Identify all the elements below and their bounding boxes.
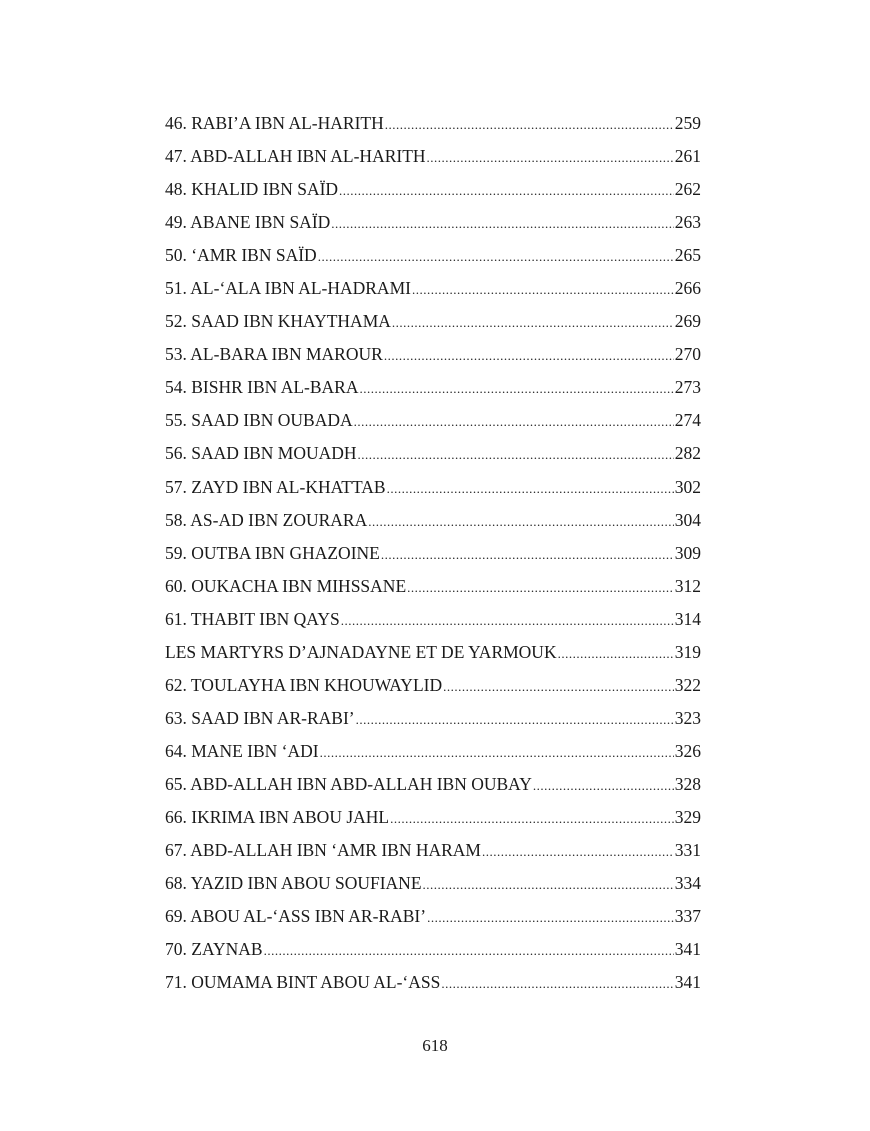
- entry-title: 67. ABD-ALLAH IBN ‘AMR IBN HARAM: [165, 840, 481, 861]
- toc-entry[interactable]: [165, 305, 701, 338]
- entry-page-number: 261: [674, 146, 701, 167]
- dot-leader: [407, 571, 674, 603]
- entry-page-number: 270: [674, 344, 701, 365]
- entry-page-number: 269: [674, 311, 701, 332]
- entry-page-number: 263: [674, 212, 701, 233]
- entry-title: 61. THABIT IBN QAYS: [165, 608, 340, 629]
- entry-page-number: 309: [674, 542, 701, 563]
- toc-entry[interactable]: [165, 966, 701, 999]
- toc-entry[interactable]: [165, 702, 701, 735]
- entry-title: 69. ABOU AL-‘ASS IBN AR-RABI’: [165, 906, 427, 927]
- toc-entry[interactable]: [165, 867, 701, 900]
- entry-page-number: 337: [674, 906, 701, 927]
- entry-page-number: 322: [674, 674, 701, 695]
- entry-title: 70. ZAYNAB: [165, 939, 263, 960]
- entry-page-number: 282: [674, 443, 701, 464]
- entry-title: 68. YAZID IBN ABOU SOUFIANE: [165, 873, 422, 894]
- dot-leader: [441, 967, 673, 999]
- toc-entry[interactable]: [165, 603, 701, 636]
- entry-page-number: 329: [674, 806, 701, 827]
- entry-page-number: 341: [674, 972, 701, 993]
- entry-title: 48. KHALID IBN SAÏD: [165, 179, 339, 200]
- entry-page-number: 312: [674, 575, 701, 596]
- entry-title: 50. ‘AMR IBN SAÏD: [165, 245, 317, 266]
- dot-leader: [368, 505, 674, 537]
- entry-title: 54. BISHR IBN AL-BARA: [165, 377, 359, 398]
- entry-page-number: 328: [674, 773, 701, 794]
- entry-title: 66. IKRIMA IBN ABOU JAHL: [165, 806, 390, 827]
- dot-leader: [427, 901, 674, 933]
- entry-title: 57. ZAYD IBN AL-KHATTAB: [165, 476, 386, 497]
- page-number: 618: [422, 1036, 448, 1055]
- dot-leader: [360, 372, 674, 404]
- dot-leader: [339, 174, 674, 206]
- toc-entry[interactable]: [165, 933, 701, 966]
- entry-title: 53. AL-BARA IBN MAROUR: [165, 344, 383, 365]
- dot-leader: [381, 538, 674, 570]
- dot-leader: [356, 703, 674, 735]
- entry-title: 47. ABD-ALLAH IBN AL-HARITH: [165, 146, 426, 167]
- entry-title: 52. SAAD IBN KHAYTHAMA: [165, 311, 391, 332]
- dot-leader: [412, 273, 674, 305]
- toc-entry[interactable]: [165, 570, 701, 603]
- dot-leader: [331, 207, 673, 239]
- dot-leader: [358, 438, 674, 470]
- entry-page-number: 323: [674, 707, 701, 728]
- entry-page-number: 319: [674, 641, 701, 662]
- dot-leader: [318, 240, 674, 272]
- toc-entry[interactable]: [165, 471, 701, 504]
- toc-entry[interactable]: [165, 404, 701, 437]
- table-of-contents: [165, 107, 701, 999]
- dot-leader: [385, 108, 674, 140]
- entry-page-number: 262: [674, 179, 701, 200]
- entry-title: 62. TOULAYHA IBN KHOUWAYLID: [165, 674, 443, 695]
- entry-page-number: 341: [674, 939, 701, 960]
- toc-entry[interactable]: [165, 504, 701, 537]
- entry-title: 59. OUTBA IBN GHAZOINE: [165, 542, 380, 563]
- dot-leader: [354, 405, 674, 437]
- entry-page-number: 331: [674, 840, 701, 861]
- entry-page-number: 259: [674, 113, 701, 133]
- dot-leader: [443, 670, 674, 702]
- entry-title: LES MARTYRS D’AJNADAYNE ET DE YARMOUK: [165, 641, 557, 662]
- entry-page-number: 334: [674, 873, 701, 894]
- dot-leader: [533, 769, 674, 801]
- toc-entry[interactable]: [165, 801, 701, 834]
- dot-leader: [390, 802, 674, 834]
- entry-page-number: 265: [674, 245, 701, 266]
- dot-leader: [558, 637, 674, 669]
- entry-page-number: 314: [674, 608, 701, 629]
- dot-leader: [341, 604, 674, 636]
- entry-page-number: 302: [674, 476, 701, 497]
- entry-page-number: 274: [674, 410, 701, 431]
- entry-title: 55. SAAD IBN OUBADA: [165, 410, 353, 431]
- entry-title: 64. MANE IBN ‘ADI: [165, 740, 319, 761]
- toc-entry[interactable]: [165, 239, 701, 272]
- entry-title: 49. ABANE IBN SAÏD: [165, 212, 331, 233]
- entry-title: 63. SAAD IBN AR-RABI’: [165, 707, 355, 728]
- dot-leader: [264, 934, 674, 966]
- toc-entry[interactable]: [165, 636, 701, 669]
- entry-title: 58. AS-AD IBN ZOURARA: [165, 509, 368, 530]
- toc-entry[interactable]: [165, 338, 701, 371]
- entry-title: 65. ABD-ALLAH IBN ABD-ALLAH IBN OUBAY: [165, 773, 532, 794]
- toc-entry[interactable]: [165, 669, 701, 702]
- dot-leader: [320, 736, 674, 768]
- dot-leader: [387, 472, 674, 504]
- entry-title: 71. OUMAMA BINT ABOU AL-‘ASS: [165, 972, 441, 993]
- toc-entry[interactable]: [165, 272, 701, 305]
- dot-leader: [423, 868, 674, 900]
- toc-entry[interactable]: [165, 768, 701, 801]
- entry-title: 60. OUKACHA IBN MIHSSANE: [165, 575, 407, 596]
- toc-entry[interactable]: [165, 206, 701, 239]
- toc-entry[interactable]: [165, 371, 701, 404]
- toc-entry[interactable]: [165, 735, 701, 768]
- entry-page-number: 326: [674, 740, 701, 761]
- dot-leader: [392, 306, 674, 338]
- entry-title: 51. AL-‘ALA IBN AL-HADRAMI: [165, 278, 411, 299]
- entry-page-number: 304: [674, 509, 701, 530]
- entry-page-number: 273: [674, 377, 701, 398]
- entry-page-number: 266: [674, 278, 701, 299]
- toc-entry[interactable]: [165, 140, 701, 173]
- dot-leader: [384, 339, 674, 371]
- toc-entry[interactable]: [165, 834, 701, 867]
- toc-entry[interactable]: [165, 537, 701, 570]
- toc-entry[interactable]: [165, 900, 701, 933]
- toc-entry[interactable]: [165, 437, 701, 470]
- dot-leader: [482, 835, 674, 867]
- toc-entry[interactable]: [165, 107, 701, 140]
- dot-leader: [427, 141, 674, 173]
- entry-title: 46. RABI’A IBN AL-HARITH: [165, 113, 384, 133]
- entry-title: 56. SAAD IBN MOUADH: [165, 443, 357, 464]
- toc-entry[interactable]: [165, 173, 701, 206]
